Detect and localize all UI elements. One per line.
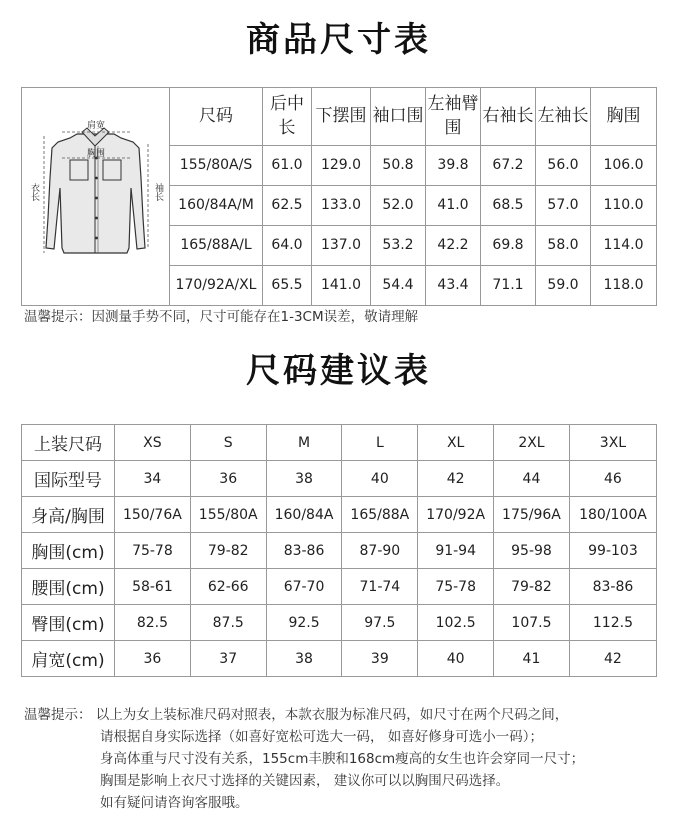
cell: 170/92A — [418, 497, 494, 533]
size-header: 2XL — [494, 425, 570, 461]
cell: 118.0 — [591, 265, 657, 305]
cell: 83-86 — [266, 533, 342, 569]
sleeve-label: 袖长 — [153, 183, 163, 201]
cell: 52.0 — [371, 185, 426, 225]
header-left-sleeve: 左袖长 — [536, 88, 591, 146]
cell: 34 — [115, 461, 191, 497]
cell: 42 — [569, 641, 656, 677]
row-label: 胸围(cm) — [22, 533, 115, 569]
note-line: 胸围是影响上衣尺寸选择的关键因素， 建议你可以以胸围尺码选择。 — [100, 773, 510, 789]
cell: 69.8 — [481, 225, 536, 265]
note-line: 身高体重与尺寸没有关系，155cm丰腴和168cm瘦高的女生也许会穿同一尺寸； — [100, 751, 585, 767]
cell: 75-78 — [418, 569, 494, 605]
cell: 44 — [494, 461, 570, 497]
length-label: 衣长 — [29, 183, 39, 201]
cell: 160/84A — [266, 497, 342, 533]
cell: 62.5 — [263, 185, 312, 225]
row-label: 国际型号 — [22, 461, 115, 497]
recommend-chart-title: 尺码建议表 — [246, 351, 431, 391]
table-row — [22, 533, 657, 569]
cell: 40 — [342, 461, 418, 497]
cell: 56.0 — [536, 145, 591, 185]
cell: 165/88A — [342, 497, 418, 533]
header-back-length: 后中长 — [263, 88, 312, 146]
cell: 75-78 — [115, 533, 191, 569]
cell: 68.5 — [481, 185, 536, 225]
cell: 53.2 — [371, 225, 426, 265]
cell: 87-90 — [342, 533, 418, 569]
cell: 114.0 — [591, 225, 657, 265]
header-size: 尺码 — [170, 88, 263, 146]
note-line: 请根据自身实际选择（如喜好宽松可选大一码， 如喜好修身可选小一码）； — [100, 729, 544, 745]
cell: 83-86 — [569, 569, 656, 605]
row-label: 臀围(cm) — [22, 605, 115, 641]
cell: 39.8 — [426, 145, 481, 185]
cell: 50.8 — [371, 145, 426, 185]
cell: 170/92A/XL — [170, 265, 263, 305]
cell: 110.0 — [591, 185, 657, 225]
note-line: 温馨提示： 以上为女上装标准尺码对照表，本款衣服为标准尺码，如尺寸在两个尺码之间， — [24, 707, 569, 723]
header-cuff: 袖口围 — [371, 88, 426, 146]
cell: 79-82 — [190, 533, 266, 569]
size-chart-note: 温馨提示：因测量手势不同，尺寸可能存在1-3CM误差，敬请理解 — [24, 309, 419, 325]
cell: 137.0 — [312, 225, 371, 265]
recommend-chart-table — [21, 424, 657, 677]
cell: 112.5 — [569, 605, 656, 641]
cell: 141.0 — [312, 265, 371, 305]
size-header: L — [342, 425, 418, 461]
table-row — [22, 461, 657, 497]
cell: 59.0 — [536, 265, 591, 305]
cell: 43.4 — [426, 265, 481, 305]
size-header: S — [190, 425, 266, 461]
cell: 65.5 — [263, 265, 312, 305]
table-row — [22, 605, 657, 641]
cell: 41 — [494, 641, 570, 677]
cell: 180/100A — [569, 497, 656, 533]
cell: 133.0 — [312, 185, 371, 225]
cell: 150/76A — [115, 497, 191, 533]
size-header: XS — [115, 425, 191, 461]
row-label: 上装尺码 — [22, 425, 115, 461]
cell: 165/88A/L — [170, 225, 263, 265]
cell: 155/80A — [190, 497, 266, 533]
table-row — [22, 641, 657, 677]
cell: 97.5 — [342, 605, 418, 641]
cell: 40 — [418, 641, 494, 677]
cell: 58-61 — [115, 569, 191, 605]
cell: 87.5 — [190, 605, 266, 641]
table-row — [22, 497, 657, 533]
cell: 38 — [266, 641, 342, 677]
note-line: 如有疑问请咨询客服哦。 — [100, 795, 249, 811]
cell: 91-94 — [418, 533, 494, 569]
cell: 102.5 — [418, 605, 494, 641]
cell: 92.5 — [266, 605, 342, 641]
cell: 67.2 — [481, 145, 536, 185]
cell: 41.0 — [426, 185, 481, 225]
cell: 54.4 — [371, 265, 426, 305]
shirt-diagram-icon — [22, 88, 169, 298]
cell: 82.5 — [115, 605, 191, 641]
cell: 155/80A/S — [170, 145, 263, 185]
size-header: XL — [418, 425, 494, 461]
cell: 36 — [115, 641, 191, 677]
size-chart-title: 商品尺寸表 — [246, 20, 431, 60]
cell: 39 — [342, 641, 418, 677]
cell: 42.2 — [426, 225, 481, 265]
size-chart-header-row — [22, 88, 657, 146]
header-hem: 下摆围 — [312, 88, 371, 146]
cell: 61.0 — [263, 145, 312, 185]
row-label: 腰围(cm) — [22, 569, 115, 605]
recommend-header-row — [22, 425, 657, 461]
row-label: 肩宽(cm) — [22, 641, 115, 677]
recommend-chart-note — [24, 704, 664, 814]
cell: 129.0 — [312, 145, 371, 185]
chest-label: 胸围 — [86, 149, 106, 159]
size-header: 3XL — [569, 425, 656, 461]
garment-diagram-cell — [22, 88, 170, 306]
cell: 37 — [190, 641, 266, 677]
shoulder-label: 肩宽 — [86, 121, 106, 131]
cell: 58.0 — [536, 225, 591, 265]
cell: 64.0 — [263, 225, 312, 265]
size-header: M — [266, 425, 342, 461]
cell: 71.1 — [481, 265, 536, 305]
cell: 71-74 — [342, 569, 418, 605]
cell: 57.0 — [536, 185, 591, 225]
cell: 99-103 — [569, 533, 656, 569]
cell: 160/84A/M — [170, 185, 263, 225]
cell: 79-82 — [494, 569, 570, 605]
header-right-sleeve: 右袖长 — [481, 88, 536, 146]
header-chest: 胸围 — [591, 88, 657, 146]
cell: 46 — [569, 461, 656, 497]
cell: 95-98 — [494, 533, 570, 569]
table-row — [22, 569, 657, 605]
cell: 107.5 — [494, 605, 570, 641]
cell: 175/96A — [494, 497, 570, 533]
cell: 62-66 — [190, 569, 266, 605]
cell: 42 — [418, 461, 494, 497]
header-left-arm: 左袖臂围 — [426, 88, 481, 146]
size-chart-table — [21, 87, 657, 306]
cell: 67-70 — [266, 569, 342, 605]
cell: 38 — [266, 461, 342, 497]
cell: 36 — [190, 461, 266, 497]
cell: 106.0 — [591, 145, 657, 185]
row-label: 身高/胸围 — [22, 497, 115, 533]
